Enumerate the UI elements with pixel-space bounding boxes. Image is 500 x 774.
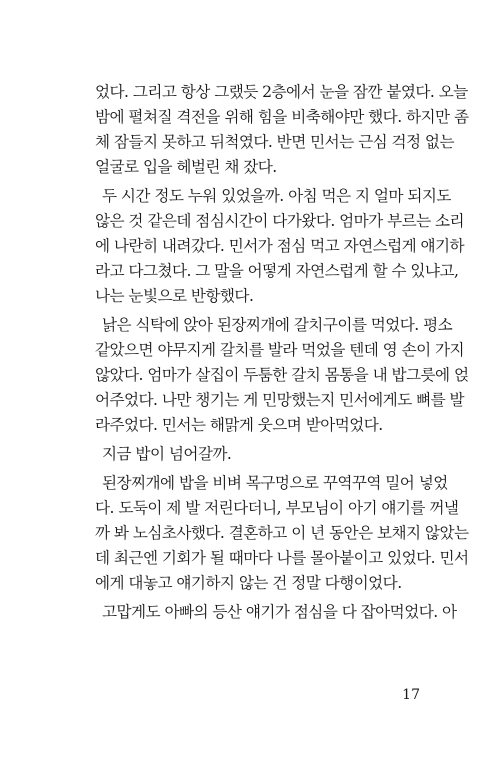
text-line: 고맙게도 아빠의 등산 얘기가 점심을 다 잡아먹었다. 아 bbox=[102, 603, 457, 621]
text-line: 않은 것 같은데 점심시간이 다가왔다. 엄마가 부르는 소리 bbox=[95, 212, 465, 230]
text-line: 체 잠들지 못하고 뒤척였다. 반면 민서는 근심 걱정 없는 bbox=[95, 133, 454, 151]
text-line: 라고 다그쳤다. 그 말을 어떻게 자연스럽게 할 수 있냐고, bbox=[95, 262, 459, 280]
text-line: 된장찌개에 밥을 비벼 목구멍으로 꾸역꾸역 밀어 넣었 bbox=[102, 474, 448, 492]
text-line: 같았으면 야무지게 갈치를 발라 먹었을 텐데 영 손이 가지 bbox=[95, 341, 465, 359]
text-line: 까 봐 노심초사했다. 결혼하고 이 년 동안은 보채지 않았는 bbox=[95, 524, 469, 542]
text-line: 다. 도둑이 제 발 저린다더니, 부모님이 아기 얘기를 꺼낼 bbox=[95, 499, 459, 517]
text-line: 어주었다. 나만 챙기는 게 민망했는지 민서에게도 뼈를 발 bbox=[95, 391, 465, 409]
text-line: 않았다. 엄마가 살집이 두툼한 갈치 몸통을 내 밥그릇에 얹 bbox=[95, 366, 469, 384]
text-line: 지금 밥이 넘어갈까. bbox=[102, 445, 232, 463]
text-line: 데 최근엔 기회가 될 때마다 나를 몰아붙이고 있었다. 민서 bbox=[95, 549, 469, 567]
page-number: 17 bbox=[402, 687, 420, 703]
body-text bbox=[95, 80, 469, 625]
text-line: 얼굴로 입을 헤벌린 채 잤다. bbox=[95, 158, 277, 176]
text-line: 밤에 펼쳐질 격전을 위해 힘을 비축해야만 했다. 하지만 좀 bbox=[95, 108, 469, 126]
text-line: 두 시간 정도 누워 있었을까. 아침 먹은 지 얼마 되지도 bbox=[102, 187, 451, 205]
text-line: 에 나란히 내려갔다. 민서가 점심 먹고 자연스럽게 얘기하 bbox=[95, 237, 465, 255]
text-line: 나는 눈빛으로 반항했다. bbox=[95, 287, 254, 305]
text-line: 낡은 식탁에 앉아 된장찌개에 갈치구이를 먹었다. 평소 bbox=[102, 316, 453, 334]
text-line: 에게 대놓고 얘기하지 않는 건 정말 다행이었다. bbox=[95, 574, 402, 592]
text-line: 라주었다. 민서는 해맑게 웃으며 받아먹었다. bbox=[95, 416, 383, 434]
text-line: 었다. 그리고 항상 그랬듯 2층에서 눈을 잠깐 붙였다. 오늘 bbox=[95, 83, 468, 101]
